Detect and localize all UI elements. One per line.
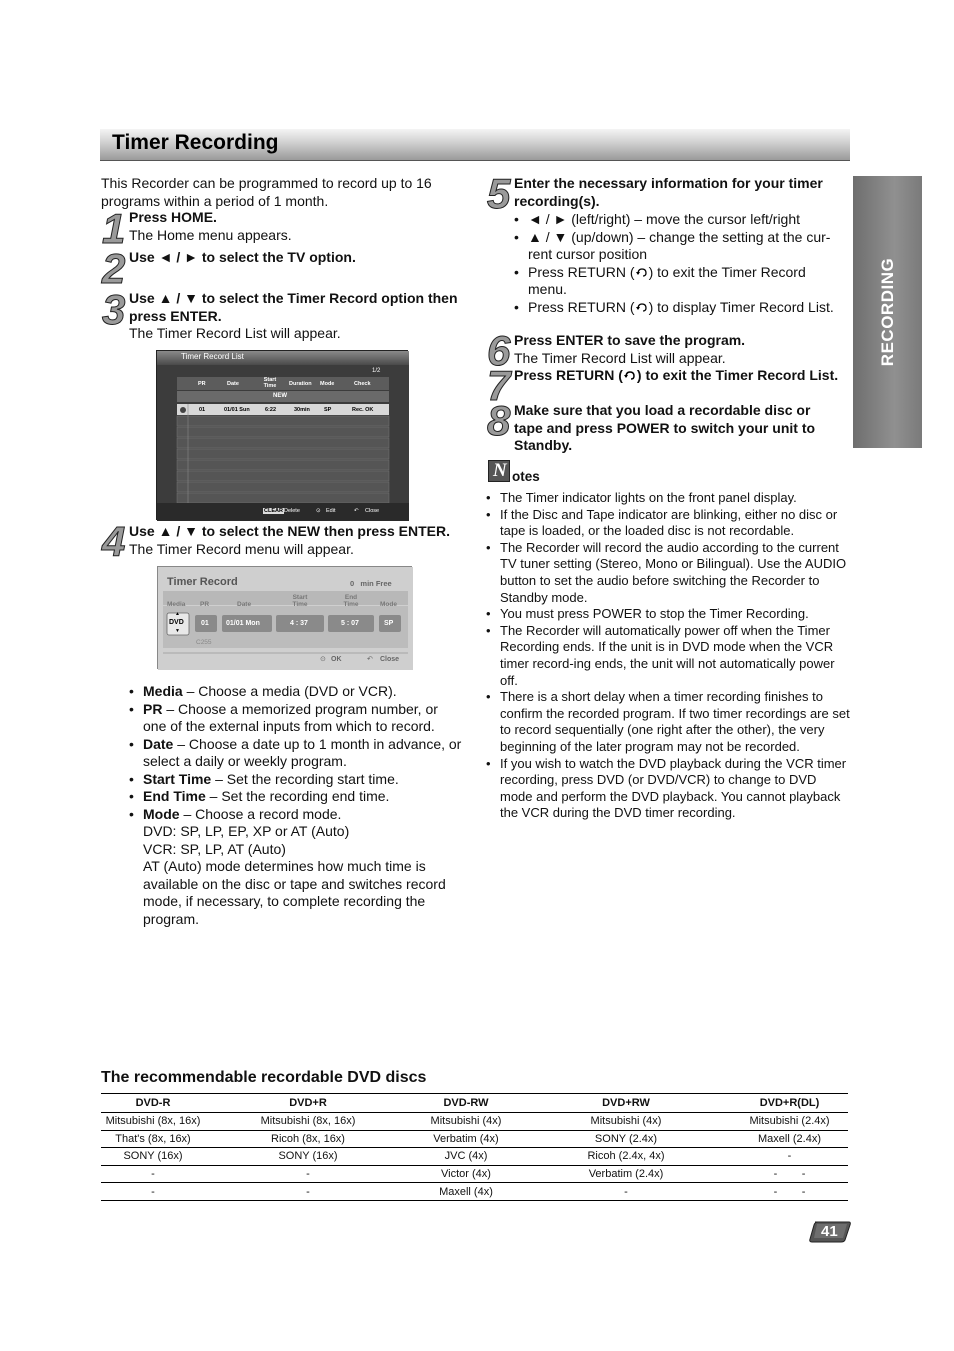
notes-icon-letter: N xyxy=(493,460,507,481)
table-cell: - xyxy=(101,1183,205,1201)
header-mode: Mode xyxy=(320,381,335,387)
step-number: 3 xyxy=(102,286,126,333)
table-row xyxy=(101,1113,848,1131)
entry-start: 6:22 xyxy=(265,407,277,413)
table-cell: JVC (4x) xyxy=(411,1148,521,1166)
option-term: End Time xyxy=(143,788,206,804)
option-pr xyxy=(129,701,464,736)
column-header: DVD+RW xyxy=(521,1094,731,1113)
option-media xyxy=(129,683,464,701)
step-instruction: Use ◄ / ► to select the TV option. xyxy=(129,249,356,265)
bullet-text: ) to display Timer Record List. xyxy=(648,298,834,315)
bullet-text: Press RETURN ( xyxy=(528,263,635,280)
step-number: 1 xyxy=(102,205,126,252)
table-cell: Ricoh (2.4x, 4x) xyxy=(521,1148,731,1166)
header-duration: Duration xyxy=(289,381,312,387)
entry-mode: SP xyxy=(324,407,332,413)
step5-bullets xyxy=(514,211,842,316)
page-number-badge xyxy=(809,1220,851,1244)
timer-record-screen xyxy=(157,566,412,669)
table-cell: Maxell (4x) xyxy=(411,1183,521,1201)
bullet-return-list xyxy=(514,299,842,317)
table-cell: - xyxy=(521,1183,731,1201)
notes-icon xyxy=(488,460,510,482)
ok-icon: ⊙ xyxy=(320,656,326,663)
close-label: Close xyxy=(365,508,380,514)
table-cell: - - xyxy=(731,1165,848,1183)
header-pr: PR xyxy=(198,381,206,387)
bullet-up-down: • ▲ / ▼ (up/down) – change the setting at the cur-rent cursor position xyxy=(514,229,842,264)
header-mode: Mode xyxy=(380,601,397,608)
table-cell: SONY (2.4x) xyxy=(521,1130,731,1148)
step-instruction: Use ▲ / ▼ to select the NEW then press ENTER. xyxy=(129,523,451,539)
table-cell: Verbatim (4x) xyxy=(411,1130,521,1148)
table-cell: SONY (16x) xyxy=(101,1148,205,1166)
option-desc: – Choose a media (DVD or VCR). xyxy=(182,683,397,699)
option-desc: – Set the recording end time. xyxy=(205,788,390,804)
entry-pr: 01 xyxy=(199,407,206,413)
header-start-time: Start Time xyxy=(263,377,277,389)
date-value[interactable]: 01/01 Mon xyxy=(226,620,260,627)
media-value[interactable]: DVD xyxy=(169,619,184,626)
step-5 xyxy=(514,175,842,316)
option-desc: – Choose a memorized program number, or one of the external inputs from which to record. xyxy=(143,700,438,734)
header-pr: PR xyxy=(200,601,210,608)
bullet-text: Press RETURN ( xyxy=(528,298,635,315)
option-term: Date xyxy=(143,735,174,752)
table-cell: - xyxy=(205,1183,411,1201)
header-start-time: Start Time xyxy=(292,594,308,608)
new-entry: NEW xyxy=(273,393,287,399)
step-instruction: Press ENTER to save the program. xyxy=(514,332,746,348)
end-time-value[interactable]: 5 : 07 xyxy=(341,620,359,627)
return-icon xyxy=(635,302,649,313)
step-result: The Home menu appears. xyxy=(129,226,292,243)
page-title: Timer Recording xyxy=(112,131,279,154)
section-tab xyxy=(853,176,922,448)
return-icon: ↶ xyxy=(367,656,373,663)
note-item: • The Recorder will automatically power off when the Timer Recording ends. If the unit is in DVD mode when the VCR timer record-ing ends, the unit will not automatically power off. xyxy=(485,623,850,689)
start-time-value[interactable]: 4 : 37 xyxy=(290,620,308,627)
step-number: 7 xyxy=(487,362,511,409)
table-cell: Ricoh (8x, 16x) xyxy=(205,1130,411,1148)
list-page-indicator: 1/2 xyxy=(372,368,381,374)
list-screen-title: Timer Record List xyxy=(181,352,244,361)
table-cell: Mitsubishi (8x, 16x) xyxy=(205,1113,411,1131)
header-media: Media xyxy=(167,601,186,608)
table-cell: That's (8x, 16x) xyxy=(101,1130,205,1148)
notes-list xyxy=(485,490,850,822)
edit-label: Edit xyxy=(326,508,336,514)
return-icon xyxy=(635,267,649,278)
entry-date: 01/01 Sun xyxy=(224,407,250,413)
column-header: DVD+R(DL) xyxy=(731,1094,848,1113)
record-screen-title: Timer Record xyxy=(167,576,238,588)
note-item: • There is a short delay when a timer recording finishes to confirm the recorded program. If two timer recordings are set to record sequentially (one right after the other), the very beginning of the later program may not be recorded. xyxy=(485,689,850,755)
step-number: 4 xyxy=(102,518,126,565)
note-item: • If the Disc and Tape indicator are blinking, either no disc or tape is loaded, or the loaded disc is not recordable. xyxy=(485,507,850,540)
enter-icon: ⊙ xyxy=(316,508,321,514)
table-cell: - xyxy=(205,1165,411,1183)
table-cell: - xyxy=(731,1148,848,1166)
step-instruction: Press HOME. xyxy=(129,209,217,225)
bullet-left-right: • ◄ / ► (left/right) – move the cursor left/right xyxy=(514,211,842,229)
list-footer xyxy=(157,507,409,517)
timer-entry-row xyxy=(177,405,389,415)
delete-label: Delete xyxy=(284,508,300,514)
option-start-time xyxy=(129,771,464,789)
step-number: 5 xyxy=(487,170,511,217)
step-result: The Timer Record List will appear. xyxy=(129,325,341,341)
clear-key-icon: CLEAR xyxy=(264,508,283,514)
header-check: Check xyxy=(354,381,371,387)
mode-auto-note: AT (Auto) mode determines how much time is available on the disc or tape and switches record mode, if necessary, to complete recording the program. xyxy=(143,858,446,927)
disc-table xyxy=(101,1093,848,1201)
note-item: • If you wish to watch the DVD playback during the VCR timer recording, press DVD (or DVD/VCR) to change to DVD mode and perform the DVD playback. You cannot playback the VCR during the DVD timer recording. xyxy=(485,756,850,822)
table-cell: Mitsubishi (2.4x) xyxy=(731,1113,848,1131)
step-1 xyxy=(129,209,464,244)
note-item: • You must press POWER to stop the Timer Recording. xyxy=(485,606,850,623)
pr-value[interactable]: 01 xyxy=(201,620,209,627)
table-cell: Mitsubishi (4x) xyxy=(411,1113,521,1131)
up-arrow-icon[interactable]: ▲ xyxy=(175,611,180,617)
table-title: The recommendable recordable DVD discs xyxy=(101,1069,427,1086)
option-term: Start Time xyxy=(143,770,212,787)
option-list xyxy=(129,683,464,928)
step-6 xyxy=(514,332,842,367)
step-2 xyxy=(129,249,464,267)
column-header: DVD-RW xyxy=(411,1094,521,1113)
timer-record-list-screen xyxy=(156,350,408,520)
entry-check: Rec. OK xyxy=(352,407,374,413)
bullet-return-exit xyxy=(514,264,842,299)
entry-duration: 30min xyxy=(294,407,310,413)
table-row xyxy=(101,1130,848,1148)
step-instruction: Use ▲ / ▼ to select the Timer Record option then press ENTER. xyxy=(129,290,458,324)
option-desc: – Choose a date up to 1 month in advance, or select a daily or weekly program. xyxy=(143,735,462,769)
notes-heading: otes xyxy=(512,469,540,484)
table-cell: Mitsubishi (4x) xyxy=(521,1113,731,1131)
table-cell: Maxell (2.4x) xyxy=(731,1130,848,1148)
step-3 xyxy=(129,290,469,343)
return-icon xyxy=(623,370,637,381)
down-arrow-icon[interactable]: ▼ xyxy=(175,628,180,634)
step-instruction: ) to exit the Timer Record List. xyxy=(636,367,839,383)
header-end-time: End Time xyxy=(343,594,359,608)
section-tab-label: RECORDING xyxy=(877,257,897,367)
table-cell: Mitsubishi (8x, 16x) xyxy=(101,1113,205,1131)
bullet-text: ) to exit the Timer Record menu. xyxy=(528,263,806,297)
step-8: Make sure that you load a recordable disc or tape and press POWER to switch your unit to Standby. xyxy=(514,402,816,453)
ok-label: OK xyxy=(331,656,342,663)
return-icon: ↶ xyxy=(354,508,359,514)
mode-value[interactable]: SP xyxy=(384,620,394,627)
list-header-row xyxy=(177,378,389,390)
option-term: PR xyxy=(143,700,163,717)
step-number: 2 xyxy=(102,245,126,292)
table-header-row xyxy=(101,1094,848,1113)
option-desc: – Choose a record mode. xyxy=(179,805,342,822)
step-number: 6 xyxy=(487,327,511,374)
table-cell: SONY (16x) xyxy=(205,1148,411,1166)
step-instruction: Press RETURN ( xyxy=(514,367,623,383)
column-header: DVD+R xyxy=(205,1094,411,1113)
table-cell: Verbatim (2.4x) xyxy=(521,1165,731,1183)
table-row xyxy=(101,1148,848,1166)
option-term: Media xyxy=(143,683,183,699)
step-7 xyxy=(514,367,839,385)
step-4 xyxy=(129,523,469,558)
option-mode xyxy=(129,806,464,929)
step-result: The Timer Record List will appear. xyxy=(514,349,726,366)
mode-vcr: VCR: SP, LP, AT (Auto) xyxy=(143,840,286,857)
close-label: Close xyxy=(380,656,400,663)
header-date: Date xyxy=(227,381,239,387)
option-date xyxy=(129,736,464,771)
step-number: 8 xyxy=(487,397,511,444)
table-cell: - xyxy=(101,1165,205,1183)
option-term: Mode xyxy=(143,805,180,822)
note-item: • The Recorder will record the audio according to the current TV tuner setting (Stereo, Mono or Bilingual). Use the AUDIO button to set the audio before switching the Recorder to Standby mode. xyxy=(485,540,850,606)
option-end-time xyxy=(129,788,464,806)
table-cell: - - xyxy=(731,1183,848,1201)
step-instruction: Enter the necessary information for your timer recording(s). xyxy=(514,175,823,209)
table-row xyxy=(101,1183,848,1201)
header-date: Date xyxy=(237,601,252,608)
mode-dvd: DVD: SP, LP, EP, XP or AT (Auto) xyxy=(143,823,350,839)
step-result: The Timer Record menu will appear. xyxy=(129,540,354,557)
page-number: 41 xyxy=(821,1223,838,1240)
table-row xyxy=(101,1165,848,1183)
channel-sub: C255 xyxy=(196,639,212,646)
title-bar xyxy=(100,129,850,161)
free-space: 0 min Free xyxy=(350,579,392,588)
table-cell: Victor (4x) xyxy=(411,1165,521,1183)
intro-text: This Recorder can be programmed to record up to 16 programs within a period of 1 month. xyxy=(101,175,432,209)
note-item: • The Timer indicator lights on the front panel display. xyxy=(485,490,850,507)
option-desc: – Set the recording start time. xyxy=(211,770,399,787)
column-header: DVD-R xyxy=(101,1094,205,1113)
